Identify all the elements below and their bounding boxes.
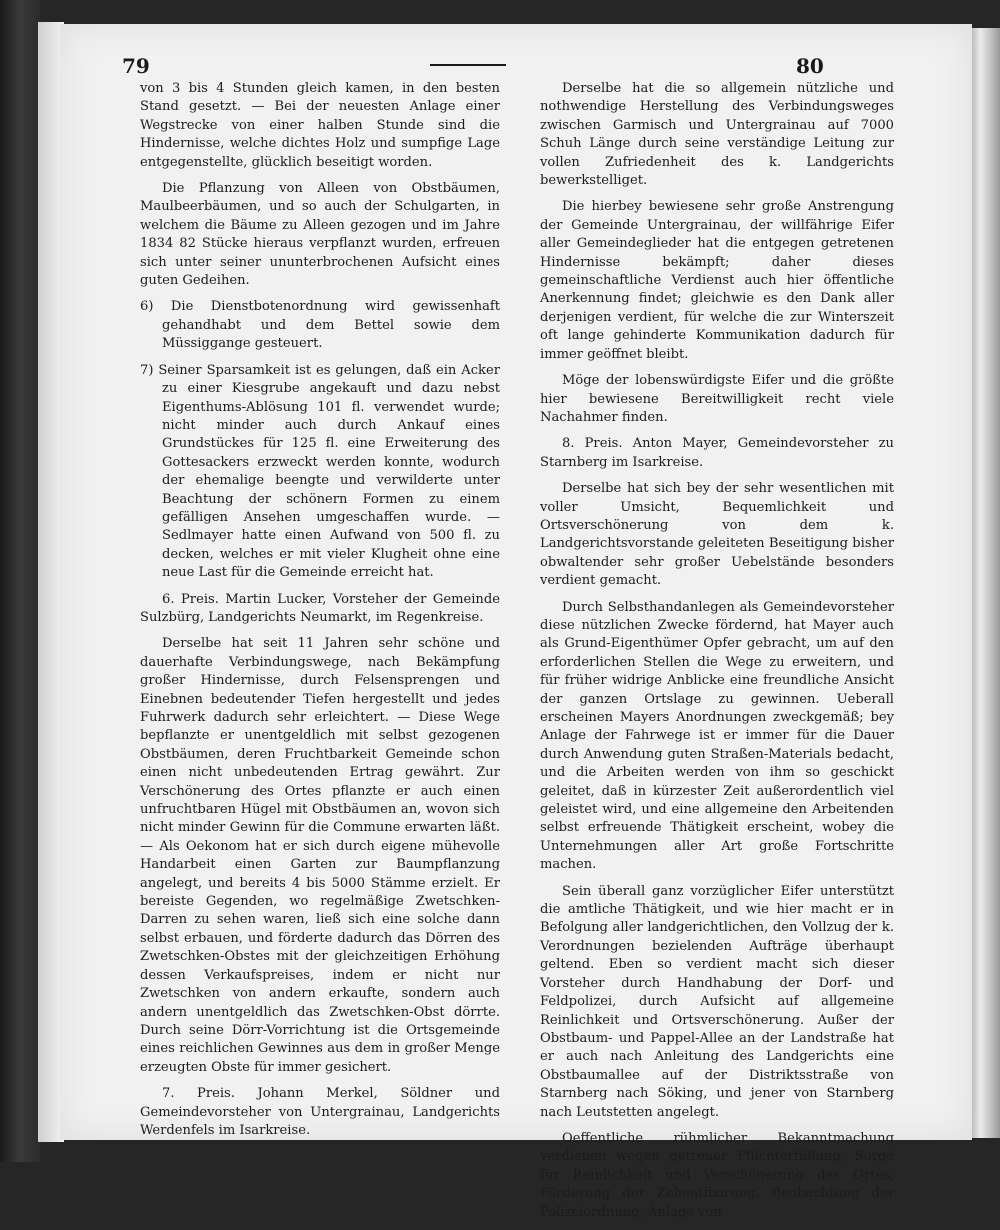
paragraph: Derselbe hat sich bey der sehr wesentlichen mit voller Umsicht, Bequemlichkeit und Ortsverschönerung von dem k. Landgerichtsvorstande geleiteten Beseitigung bisher obwaltender sehr großer Uebelstände besonders verdient gemacht. — [540, 481, 894, 589]
book-binding — [0, 0, 40, 1162]
paragraph: Oeffentliche rühmlicher Bekanntmachung verdienen wegen getreuer Pflichterfüllung, Sorge für Reinlichkeit und Verschönerung des Ortes, Förderung der Zehentfixirung, Beobachtung der Polizeiordnung, Anlage von — [540, 1130, 894, 1220]
header-rule — [430, 64, 506, 66]
page-number-left: 79 — [122, 54, 150, 78]
left-column — [140, 80, 500, 1148]
paragraph: von 3 bis 4 Stunden gleich kamen, in den besten Stand gesetzt. — Bei der neuesten Anlage einer Wegstrecke von einer halben Stunde sind die Hindernisse, welche dichtes Holz und sumpfige Lage entgegenstellte, glücklich beseitigt worden. — [140, 81, 500, 170]
list-item: 7) Seiner Sparsamkeit ist es gelungen, daß ein Acker zu einer Kiesgrube angekauft und dazu nebst Eigenthums-Ablösung 101 fl. verwendet wurde; nicht minder auch durch Ankauf eines Grundstückes für 125 fl. eine Erweiterung des Gottesackers erzweckt werden konnte, wodurch der ehemalige beengte und verwilderte unter Beachtung der schönern Formen zu einem gefälligen Ansehen umgeschaffen wurde. — Sedlmayer hatte einen Aufwand von 500 fl. zu decken, welches er mit vieler Klugheit ohne eine neue Last für die Gemeinde erreicht hat. — [140, 362, 500, 581]
list-item: 6) Die Dienstbotenordnung wird gewissenhaft gehandhabt und dem Bettel sowie dem Müssiggange gesteuert. — [140, 299, 500, 352]
prize-heading: 7. Preis. Johann Merkel, Söldner und Gemeindevorsteher von Untergrainau, Landgerichts Werdenfels im Isarkreise. — [140, 1086, 500, 1138]
next-page-edge — [972, 28, 1000, 1138]
right-column — [540, 80, 894, 1230]
paragraph: Derselbe hat die so allgemein nützliche und nothwendige Herstellung des Verbindungsweges zwischen Garmisch und Untergrainau auf 7000 Schuh Länge durch seine verständige Leitung zur vollen Zufriedenheit des k. Landgerichts bewerkstelliget. — [540, 81, 894, 189]
paragraph: Die Pflanzung von Alleen von Obstbäumen, Maulbeerbäumen, und so auch der Schulgarten, in welchem die Bäume zu Alleen gezogen und im Jahre 1834 82 Stücke hieraus verpflanzt wurden, erfreuen sich unter seiner ununterbrochenen Aufsicht eines guten Gedeihen. — [140, 181, 500, 289]
page-number-right: 80 — [796, 54, 824, 78]
prize-heading: 8. Preis. Anton Mayer, Gemeindevorsteher zu Starnberg im Isarkreise. — [540, 436, 894, 470]
paragraph: Möge der lobenswürdigste Eifer und die größte hier bewiesene Bereitwilligkeit recht viele Nachahmer finden. — [540, 373, 894, 425]
paragraph: Die hierbey bewiesene sehr große Anstrengung der Gemeinde Untergrainau, der willfährige Eifer aller Gemeindeglieder hat die entgegen getretenen Hindernisse bekämpft; daher dieses gemeinschaftliche Verdienst auch hier öffentliche Anerkennung findet; gleichwie es den Dank aller derjenigen verdient, für welche die zur Winterszeit oft lange gehinderte Kommunikation dadurch für immer geöffnet bleibt. — [540, 199, 894, 362]
prize-heading: 6. Preis. Martin Lucker, Vorsteher der Gemeinde Sulzbürg, Landgerichts Neumarkt, im Regenkreise. — [140, 591, 500, 625]
paragraph: Derselbe hat seit 11 Jahren sehr schöne und dauerhafte Verbindungswege, nach Bekämpfung großer Hindernisse, durch Felsensprengen und Einebnen bedeutender Tiefen hergestellt und jedes Fuhrwerk dadurch sehr erleichtert. — Diese Wege bepflanzte er unentgeldlich mit selbst gezogenen Obstbäumen, deren Fruchtbarkeit Gemeinde schon einen nicht unbedeutenden Ertrag gewährt. Zur Verschönerung des Ortes pflanzte er auch einen unfruchtbaren Hügel mit Obstbäumen an, wovon sich nicht minder Gewinn für die Commune erwarten läßt. — Als Oekonom hat er sich durch eigene mühevolle Handarbeit einen Garten zur Baumpflanzung angelegt, und bereits 4 bis 5000 Stämme erzielt. Er bereiste Gegenden, wo regelmäßige Zwetschken-Darren zu sehen waren, ließ sich eine solche dann selbst erbauen, und förderte dadurch das Dörren des Zwetschken-Obstes mit der gleichzeitigen Erhöhung dessen Verkaufspreises, indem er nicht nur Zwetschken von andern erkaufte, sondern auch andern unentgeldlich das Zwetschken-Obst dörrte. Durch seine Dörr-Vorrichtung ist die Ortsgemeinde eines reichlichen Gewinnes aus dem in großer Menge erzeugten Obste für immer gesichert. — [140, 636, 500, 1075]
paragraph: Durch Selbsthandanlegen als Gemeindevorsteher diese nützlichen Zwecke fördernd, hat Mayer auch als Grund-Eigenthümer Opfer gebracht, um auf den erforderlichen Stellen die Wege zu erweitern, und für früher widrige Anblicke eine freundliche Ansicht der ganzen Ortslage zu gewinnen. Ueberall erscheinen Mayers Anordnungen zweckgemäß; bey Anlage der Fahrwege ist er immer für die Dauer durch Anwendung guten Straßen-Materials bedacht, und die Arbeiten werden von ihm so geschickt geleitet, daß in kürzester Zeit außerordentlich viel geleistet wird, und eine allgemeine den Arbeitenden selbst erfreuende Thätigkeit erscheint, wobey die Unternehmungen aller Art große Fortschritte machen. — [540, 599, 894, 873]
paragraph: Sein überall ganz vorzüglicher Eifer unterstützt die amtliche Thätigkeit, und wie hier macht er in Befolgung aller landgerichtlichen, den Vollzug der k. Verordnungen bezielenden Aufträge überhaupt geltend. Eben so verdient macht sich dieser Vorsteher durch Handhabung der Dorf- und Feldpolizei, durch Aufsicht auf allgemeine Reinlichkeit und Ortsverschönerung. Außer der Obstbaum- und Pappel-Allee an der Landstraße hat er auch nach Anleitung des Landgerichts eine Obstbaumallee auf der Distriktsstraße von Starnberg nach Söking, und jener von Starnberg nach Leutstetten angelegt. — [540, 883, 894, 1120]
